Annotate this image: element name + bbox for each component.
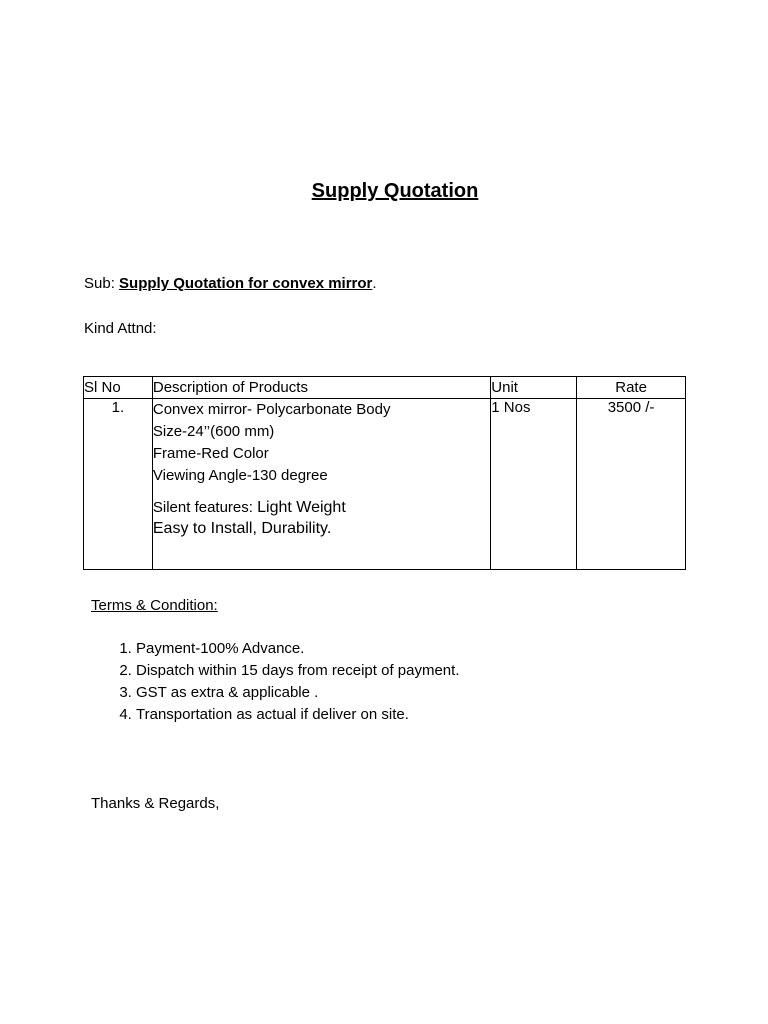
terms-list	[92, 638, 459, 726]
row-description	[152, 399, 490, 570]
description-line: Frame-Red Color	[152, 445, 269, 462]
subject-prefix: Sub:	[84, 275, 120, 292]
row-sl-no: 1.	[84, 399, 153, 570]
description-line: Viewing Angle-130 degree	[152, 467, 328, 484]
table-row	[84, 399, 686, 570]
terms-heading: Terms & Condition:	[91, 597, 218, 614]
terms-item: 1. Payment-100% Advance.	[136, 638, 459, 660]
attention-line: Kind Attnd:	[84, 320, 157, 337]
description-line: Size-24’’(600 mm)	[152, 423, 275, 440]
table-header-row	[84, 377, 686, 399]
terms-item: 4. Transportation as actual if deliver on site.	[136, 704, 459, 726]
header-rate: Rate	[577, 377, 686, 399]
description-line: Convex mirror- Polycarbonate Body	[152, 401, 391, 418]
features-block	[153, 497, 490, 539]
header-sl-no: Sl No	[84, 377, 153, 399]
features-label: Silent features:	[152, 499, 258, 516]
products-table	[83, 376, 686, 570]
row-rate: 3500 /-	[577, 399, 686, 570]
terms-item: 2. Dispatch within 15 days from receipt of payment.	[136, 660, 459, 682]
header-unit: Unit	[491, 377, 577, 399]
header-description: Description of Products	[152, 377, 490, 399]
subject-suffix: .	[372, 275, 377, 292]
page-title: Supply Quotation	[311, 180, 479, 202]
features-value-cont: Easy to Install, Durability.	[152, 520, 332, 537]
subject-text: Supply Quotation for convex mirror	[119, 275, 373, 292]
closing-text: Thanks & Regards,	[91, 795, 220, 812]
subject-line	[84, 275, 377, 292]
features-value: Light Weight	[257, 499, 346, 516]
row-unit: 1 Nos	[491, 399, 577, 570]
terms-item: 3. GST as extra & applicable .	[136, 682, 459, 704]
